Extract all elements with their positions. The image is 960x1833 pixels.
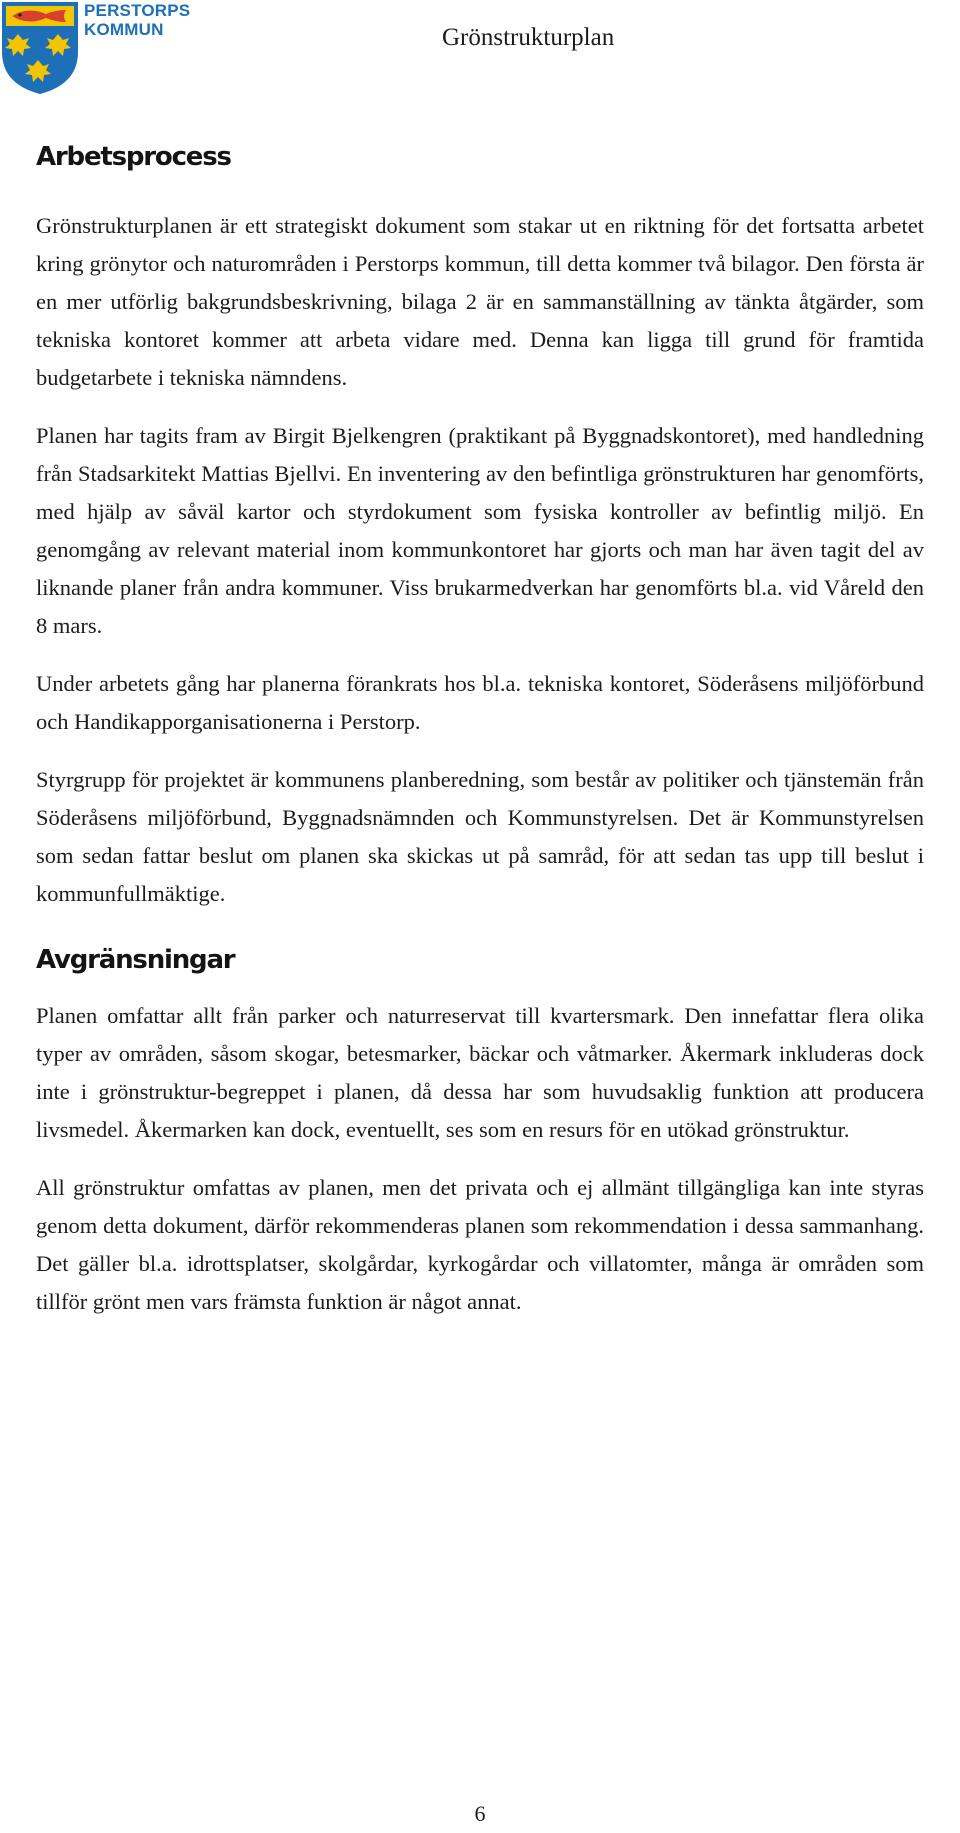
paragraph: Planen omfattar allt från parker och naturreservat till kvartersmark. Den innefattar flera olika typer av områden, såsom skogar, betesmarker, bäckar och våtmarker. Åkermark inkluderas dock inte i grönstruktur-begreppet i planen, då dessa har som huvudsaklig funktion att producera livsmedel. Åkermarken kan dock, eventuellt, ses som en resurs för en utökad grönstruktur. [36,1003,924,1142]
paragraph: Planen har tagits fram av Birgit Bjelkengren (praktikant på Byggnadskontoret), med handledning från Stadsarkitekt Mattias Bjellvi. En inventering av den befintliga grönstrukturen har genomförts, med hjälp av såväl kartor och styrdokument som fysiska kontroller av befintlig miljö. En genomgång av relevant material inom kommunkontoret har gjorts och man har även tagit del av liknande planer från andra kommuner. Viss brukarmedverkan har genomförts bl.a. vid Våreld den 8 mars. [36,423,924,638]
page-number: 6 [474,1801,486,1826]
logo-text-line2: KOMMUN [84,20,164,39]
logo-text-line1: PERSTORPS [84,1,191,20]
section-heading-avgransningar: Avgränsningar [36,945,235,975]
running-header-title: Grönstrukturplan [442,24,615,51]
municipality-logo [0,0,190,96]
paragraph: Under arbetets gång har planerna förankrats hos bl.a. tekniska kontoret, Söderåsens miljöförbund och Handikapporganisationerna i Perstorp. [36,671,924,734]
document-body [36,142,924,1341]
paragraph: Grönstrukturplanen är ett strategiskt dokument som stakar ut en riktning för det fortsatta arbetet kring grönytor och naturområden i Perstorps kommun, till detta kommer två bilagor. Den första är en mer utförlig bakgrundsbeskrivning, bilaga 2 är en sammanställning av tänkta åtgärder, som tekniska kontoret kommer att arbeta vidare med. Denna kan ligga till grund för framtida budgetarbete i tekniska nämndens. [36,213,924,390]
paragraph: All grönstruktur omfattas av planen, men det privata och ej allmänt tillgängliga kan inte styras genom detta dokument, därför rekommenderas planen som rekommendation i dessa sammanhang. Det gäller bl.a. idrottsplatser, skolgårdar, kyrkogårdar och villatomter, många är områden som tillför grönt men vars främsta funktion är något annat. [36,1175,924,1314]
coat-of-arms-icon [0,0,80,96]
section-heading-arbetsprocess: Arbetsprocess [36,142,231,172]
paragraph: Styrgrupp för projektet är kommunens planberedning, som består av politiker och tjänstemän från Söderåsens miljöförbund, Byggnadsnämnden och Kommunstyrelsen. Det är Kommunstyrelsen som sedan fattar beslut om planen ska skickas ut på samråd, för att sedan tas upp till beslut i kommunfullmäktige. [36,767,924,906]
